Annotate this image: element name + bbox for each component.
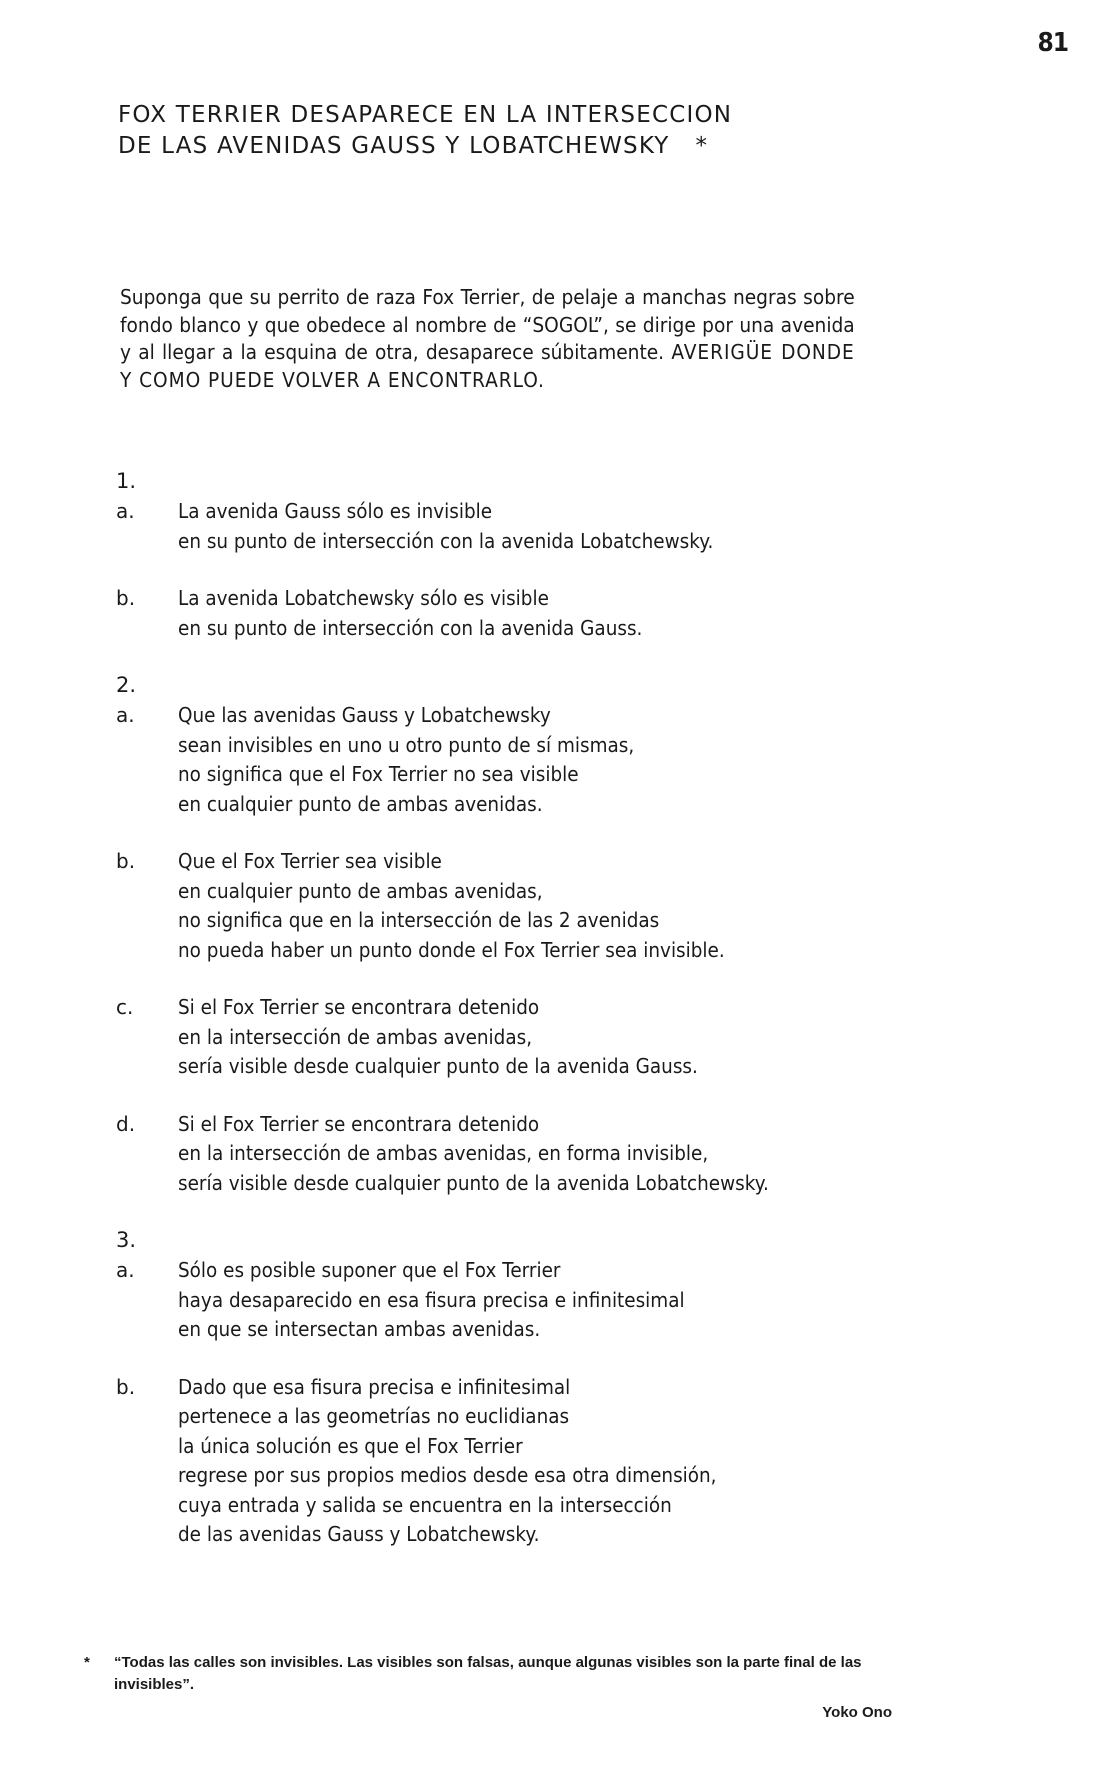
item-line: la única solución es que el Fox Terrier	[178, 1433, 523, 1458]
section-number: 2.	[116, 673, 137, 697]
item-text	[178, 1256, 685, 1345]
item-text	[178, 847, 725, 965]
item-text	[178, 993, 698, 1082]
footnote	[84, 1652, 904, 1696]
item-text	[178, 584, 642, 643]
item-line: en que se intersectan ambas avenidas.	[178, 1317, 541, 1341]
item-line: de las avenidas Gauss y Lobatchewsky.	[178, 1522, 540, 1546]
item-text	[178, 1373, 717, 1550]
section-number: 3.	[116, 1228, 137, 1252]
section-item	[116, 584, 936, 643]
item-line: haya desaparecido en esa fisura precisa e infinitesimal	[178, 1287, 685, 1312]
title-footnote-marker: *	[695, 133, 709, 159]
section-item	[116, 701, 936, 819]
item-line: en su punto de intersección con la avenida Lobatchewsky.	[178, 528, 714, 553]
section-item	[116, 993, 936, 1082]
intro-text: Suponga que su perrito de raza Fox Terrier, de pelaje a manchas negras sobre fondo blanco y que obedece al nombre de “SOGOL”, se dirige por una avenida y al llegar a la esquina de otra, desaparece súbitamente.	[120, 285, 855, 364]
item-text	[178, 701, 634, 819]
item-letter: c.	[116, 995, 134, 1019]
item-line: no pueda haber un punto donde el Fox Terrier sea invisible.	[178, 937, 725, 962]
item-line: en cualquier punto de ambas avenidas.	[178, 791, 543, 816]
item-letter: b.	[116, 1374, 136, 1399]
item-line: sería visible desde cualquier punto de la avenida Lobatchewsky.	[178, 1170, 769, 1195]
item-line: pertenece a las geometrías no euclidianas	[178, 1404, 570, 1428]
numbered-sections	[116, 465, 936, 1576]
page-title	[118, 100, 732, 162]
section-item	[116, 1110, 936, 1199]
section-item	[116, 1373, 936, 1550]
intro-emphasis: AVERIGÜE DONDE Y COMO PUEDE VOLVER A ENCONTRARLO.	[120, 340, 855, 392]
item-line: Si el Fox Terrier se encontrara detenido	[178, 1111, 540, 1136]
item-line: en la intersección de ambas avenidas, en forma invisible,	[178, 1141, 709, 1165]
item-line: Dado que esa fisura precisa e infinitesimal	[178, 1374, 571, 1399]
item-text	[178, 1110, 769, 1199]
section-item	[116, 847, 936, 965]
item-text	[178, 497, 713, 556]
item-line: cuya entrada y salida se encuentra en la intersección	[178, 1492, 672, 1517]
item-line: no significa que en la intersección de las 2 avenidas	[178, 908, 660, 932]
item-line: Que el Fox Terrier sea visible	[178, 849, 442, 873]
section-1	[116, 465, 936, 643]
item-line: Si el Fox Terrier se encontrara detenido	[178, 995, 540, 1019]
title-line-2	[118, 131, 732, 162]
footnote-marker: *	[84, 1654, 90, 1671]
item-line: La avenida Lobatchewsky sólo es visible	[178, 586, 549, 610]
item-letter: a.	[116, 703, 135, 727]
item-line: en su punto de intersección con la avenida Gauss.	[178, 615, 643, 640]
page-number: 81	[1037, 28, 1068, 58]
footnote-quote: “Todas las calles son invisibles. Las visibles son falsas, aunque algunas visibles son la parte final de las invisibles”.	[114, 1654, 862, 1693]
item-letter: b.	[116, 586, 136, 610]
item-line: sería visible desde cualquier punto de la avenida Gauss.	[178, 1054, 698, 1078]
item-letter: a.	[116, 499, 135, 523]
item-line: Sólo es posible suponer que el Fox Terrier	[178, 1258, 561, 1282]
footnote-author: Yoko Ono	[822, 1704, 892, 1721]
item-line: Que las avenidas Gauss y Lobatchewsky	[178, 703, 551, 727]
item-line: no significa que el Fox Terrier no sea visible	[178, 762, 579, 786]
item-line: en cualquier punto de ambas avenidas,	[178, 878, 543, 903]
item-line: sean invisibles en uno u otro punto de sí mismas,	[178, 732, 635, 757]
title-line-1: FOX TERRIER DESAPARECE EN LA INTERSECCION	[118, 102, 733, 128]
title-line-2-text: DE LAS AVENIDAS GAUSS Y LOBATCHEWSKY	[118, 133, 670, 159]
intro-paragraph	[120, 284, 855, 394]
section-item	[116, 497, 936, 556]
section-2	[116, 669, 936, 1198]
section-number: 1.	[116, 469, 137, 493]
section-item	[116, 1256, 936, 1345]
item-line: regrese por sus propios medios desde esa otra dimensión,	[178, 1463, 717, 1487]
section-3	[116, 1224, 936, 1550]
item-letter: a.	[116, 1258, 135, 1282]
item-line: La avenida Gauss sólo es invisible	[178, 499, 493, 523]
item-letter: d.	[116, 1111, 136, 1136]
item-line: en la intersección de ambas avenidas,	[178, 1024, 533, 1049]
item-letter: b.	[116, 849, 136, 873]
